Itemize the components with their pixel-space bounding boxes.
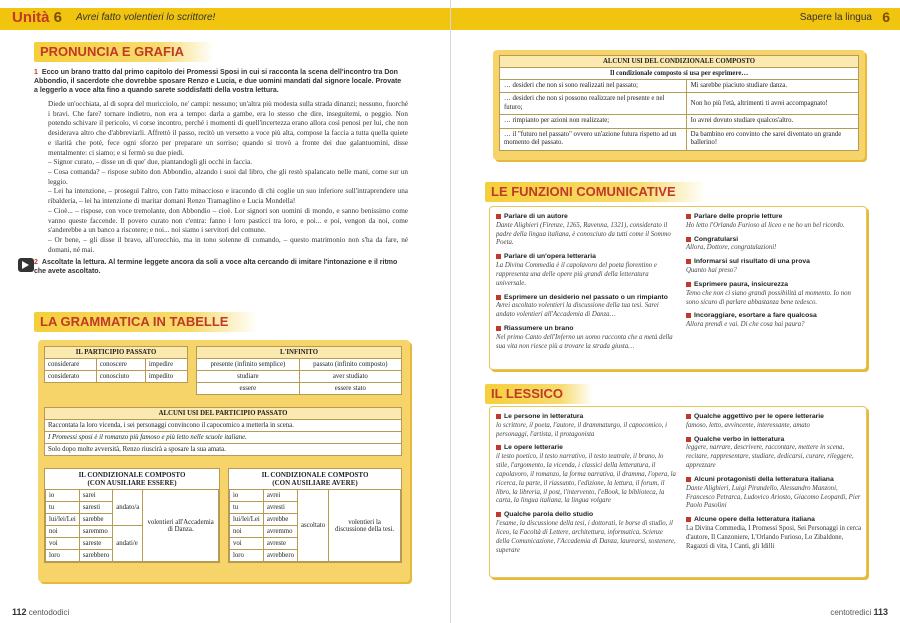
lessico-item: Qualche parola dello studio l'esame, la discussione della tesi, i dottorati, le borse di studio, il liceo, la Facoltà di Lettere, architettura, informatica, Scienze della Comunicazione, l'Accademia di Danza, laurearsi, sostenere, superare: [496, 511, 676, 554]
cond-essere-table: io sarei andato/a volentieri all'Accademia di Danza. tu saresti lui/lei/Lei sarebbe noi saremmo andati/e voi sareste loro sarebbero: [45, 489, 219, 562]
right-unit-number: 6: [882, 9, 890, 25]
promessi-sposi-excerpt: Diede un'occhiata, al di sopra del muricciolo, ne' campi: nessuno; un'altra più modesta sulla strada dinanzi; nessuno, fuorché i bravi. Che fare? tornare indietro, non era a tempo: darla a gambe, era lo stesso che dire, inseguitemi, o peggio. Non potendo schivare il pericolo, vi corse incontro, perché i momenti di quell'incertezza erano allora così penosi per lui, che non desiderava altro che d'abbreviarli. Affrettò il passo, recitò un versetto a voce più alta, compose la faccia a tutta quella quiete e ilarità che poté, fece ogni sforzo per preparare un sorriso; quando si trovò a fronte dei due galantuomini, disse mentalmente: ci siamo; e si fermò su due piedi. – Signor curato, – disse un di que' due, piantandogli gli occhi in faccia. – Cosa comanda? – rispose subito don Abbondio, alzando i suoi dal libro, che gli restò spalancato nelle mani, come sur un leggio. – Lei ha intenzione, – proseguì l'altro, con l'atto minaccioso e iracondo di chi coglie un suo inferiore sull'intraprendere una ribalderia, – lei ha intenzione di maritar domani Renzo Tramaglino e Lucia Mondella! – Cioè... – rispose, con voce tremolante, don Abbondio – cioè. Lor signori son uomini di mondo, e sanno benissimo come vanno queste faccende. Il povero curato non c'entra: fanno i loro pasticci tra loro, e poi... e poi, vengon da noi, come s'anderebbe a un banco a riscotere; e noi... noi siamo i servitori del comune. – Or bene, – gli disse il bravo, all'orecchio, ma in tono solenne di comando, – questo matrimonio non s'ha da fare, né domani, né mai.: [48, 100, 408, 254]
funzione-item: Esprimere un desiderio nel passato o un rimpianto Avrei ascoltato volentieri la discussione della tua tesi. Sarei andato volentieri all'Accademia di Danza…: [496, 293, 668, 319]
lessico-right-column: [686, 413, 862, 552]
exercise-1: 1 Ecco un brano tratto dal primo capitolo dei Promessi Sposi in cui si racconta la scena dell'incontro tra Don Abbondio, il sacerdote che dovrebbe sposare Renzo e Lucia, e due uomini mandati dal signore locale. Provate a leggerlo a voce alta fino a quando sarete soddisfatti della vostra lettura.: [34, 69, 402, 95]
funzione-item: Incoraggiare, esortare a fare qualcosa Allora prendi e vai. Di che cosa hai paura?: [686, 312, 817, 329]
funzione-item: Parlare di un'opera letteraria La Divina Commedia è il capolavoro del poeta fiorentino e rappresenta una delle opere più grandi della letteratura universale.: [496, 253, 657, 287]
funzione-item: Esprimere paura, insicurezza Temo che non ci siano grandi possibilità al momento. Io non sono sicuro di parlare abbastanza bene tedesco.: [686, 280, 851, 306]
section-header: Sapere la lingua: [799, 12, 872, 23]
cond-avere-table: io avrei ascoltato volentieri la discussione della tesi. tu avresti lui/lei/Lei avrebbe noi avremmo voi avreste loro avrebbero: [229, 489, 401, 562]
funzioni-right-column: [686, 213, 862, 330]
grammar-panel: [38, 340, 410, 582]
audio-play-icon[interactable]: [18, 258, 34, 272]
lessico-item: Alcuni protagonisti della letteratura italiana Dante Alighieri, Luigi Pirandello, Alessandro Manzoni, Francesco Petrarca, Ludovico Ariosto, Giacomo Leopardi, Pier Paolo Pasolini: [686, 475, 861, 510]
left-page-number: 112 centododici: [12, 607, 70, 617]
condizionale-essere-box: [44, 468, 220, 563]
funzioni-left-column: [496, 213, 676, 352]
condizionale-usi-table: ALCUNI USI DEL CONDIZIONALE COMPOSTO Il condizionale composto si usa per esprimere… … desideri che non si sono realizzati nel passato; Mi sarebbe piaciuto studiare danza. … desideri che non si possono realizzare nel presente e nel futuro; Non ho più l'età, altrimenti ti avrei accompagnato! … rimpianto per azioni non realizzate; Io avrei dovuto studiare qualcos'altro. … il "futuro nel passato" ovvero un'azione futura rispetto ad un momento del passato. Da bambino ero convinto che sarei diventato un grande ballerino!: [499, 55, 859, 151]
exercise-2: 2 Ascoltate la lettura. Al termine leggete ancora da soli a voce alta cercando di imitare l'intonazione e il ritmo che avete ascoltato.: [34, 259, 398, 276]
lessico-left-column: [496, 413, 678, 555]
lessico-heading: IL LESSICO: [485, 384, 593, 404]
participio-table: IL PARTICIPIO PASSATO considerare conoscere impedire considerato conosciuto impedito: [44, 346, 188, 383]
unit-label: Unità 6: [12, 9, 63, 26]
lessico-item: Qualche aggettivo per le opere letterarie famoso, letto, avvincente, interessante, amato: [686, 413, 824, 429]
right-page-number: centotredici 113: [830, 607, 888, 617]
left-header-bar: [0, 8, 450, 30]
right-page: [450, 0, 900, 623]
cond-avere-title: IL CONDIZIONALE COMPOSTO (CON AUSILIARE AVERE): [229, 469, 401, 489]
funzione-item: Parlare delle proprie letture Ho letto l'Orlando Furioso al liceo e ne ho un bel ricordo.: [686, 213, 845, 229]
lessico-item: Le persone in letteratura lo scrittore, il poeta, l'autore, il drammaturgo, il capocomico, i personaggi, l'artista, il protagonista: [496, 413, 667, 438]
cond-essere-title: IL CONDIZIONALE COMPOSTO (CON AUSILIARE ESSERE): [45, 469, 219, 489]
lessico-panel: [489, 406, 867, 578]
infinito-table: L'INFINITO presente (infinito semplice) passato (infinito composto) studiare aver studiato essere essere stato: [196, 346, 402, 395]
funzioni-heading: LE FUNZIONI COMUNICATIVE: [485, 182, 706, 202]
funzione-item: Parlare di un autore Dante Alighieri (Firenze, 1265, Ravenna, 1321), considerato il padre della lingua italiana, è conosciuto da tutti come il Sommo Poeta.: [496, 213, 671, 247]
funzione-item: Informarsi sul risultato di una prova Quanto hai preso?: [686, 258, 810, 275]
funzioni-panel: [489, 206, 867, 370]
usi-participio-table: ALCUNI USI DEL PARTICIPIO PASSATO Raccontata la loro vicenda, i sei personaggi convincono il capocomico a metterla in scena. I Promessi sposi è il romanzo più famoso e più letto nelle scuole italiane. Solo dopo molte avversità, Renzo riuscirà a sposare la sua amata.: [44, 407, 402, 456]
lessico-item: Le opere letterarie il testo poetico, il testo narrativo, il testo teatrale, il brano, lo stile, l'argomento, la vicenda, i classici della letteratura, il capolavoro, il romanzo, la forma narrativa, il dramma, l'opera, la ricerca, la parte, il riassunto, l'edizione, la lettura, il forum, il libro, la libreria, il post, l'intervento, l'eBook, la biblioteca, la carta, la lingua italiana, la lingua volgare: [496, 444, 676, 505]
condizionale-usi-panel: [493, 50, 865, 160]
pronuncia-heading: PRONUNCIA E GRAFIA: [34, 42, 214, 62]
lessico-item: Alcune opere della letteratura italiana La Divina Commedia, I Promessi Sposi, Sei Personaggi in cerca d'autore, Il Canzoniere, L'Orlando Furioso, Lo Zibaldone, Ragazzi di vita, I Canti, gli Idilli: [686, 516, 861, 550]
grammatica-heading: LA GRAMMATICA IN TABELLE: [34, 312, 258, 332]
unit-title: Avrei fatto volentieri lo scrittore!: [76, 12, 216, 23]
funzione-item: Congratularsi Allora, Dottore, congratulazioni!: [686, 235, 777, 252]
funzione-item: Riassumere un brano Nel primo Canto dell'Inferno un uomo racconta che a metà della sua vita non riesce più a trovare la strada giusta…: [496, 325, 673, 350]
condizionale-avere-box: [228, 468, 402, 563]
lessico-item: Qualche verbo in letteratura leggere, narrare, descrivere, raccontare, mettere in scena, recitare, rappresentare, studiare, dedicarsi, curare, rileggere, apprezzare: [686, 435, 854, 470]
